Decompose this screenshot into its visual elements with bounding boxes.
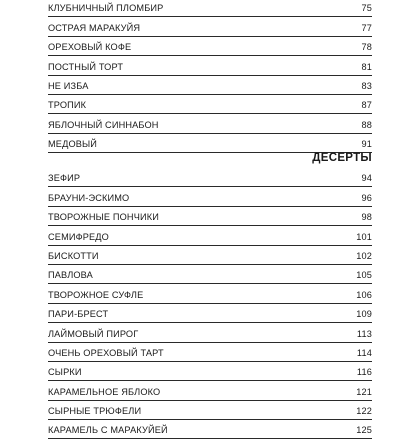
toc-entry-page-number: 81 xyxy=(361,61,372,72)
toc-entry[interactable] xyxy=(48,187,372,206)
toc-entry-page-number: 105 xyxy=(356,270,372,281)
toc-entry-title: НЕ ИЗБА xyxy=(48,80,89,91)
toc-entry-page-number: 83 xyxy=(361,80,372,91)
toc-entry-page-number: 113 xyxy=(356,328,372,339)
toc-entry-title: МЕДОВЫЙ xyxy=(48,139,98,150)
toc-entry-title: БРАУНИ-ЭСКИМО xyxy=(48,192,130,203)
toc-entry[interactable] xyxy=(48,76,372,95)
toc-entry[interactable] xyxy=(48,168,372,187)
toc-entry-title: СЫРКИ xyxy=(48,367,82,378)
toc-entry[interactable] xyxy=(48,304,372,323)
toc-entry-page-number: 106 xyxy=(356,289,372,300)
toc-entry-page-number: 91 xyxy=(361,139,372,150)
toc-entry-page-number: 75 xyxy=(361,3,372,14)
toc-entry[interactable] xyxy=(48,284,372,303)
toc-entry-page-number: 125 xyxy=(356,425,372,436)
toc-entry-page-number: 98 xyxy=(361,212,372,223)
toc-entry[interactable] xyxy=(48,381,372,400)
toc-entry-page-number: 87 xyxy=(361,100,372,111)
toc-entry-title: ТВОРОЖНЫЕ ПОНЧИКИ xyxy=(48,212,160,223)
toc-entry[interactable] xyxy=(48,226,372,245)
section-title: ДЕСЕРТЫ xyxy=(312,152,372,164)
toc-entry[interactable] xyxy=(48,95,372,114)
toc-entry-page-number: 109 xyxy=(356,309,372,320)
toc-entry-page-number: 122 xyxy=(356,406,372,417)
toc-entry[interactable] xyxy=(48,246,372,265)
toc-entry[interactable] xyxy=(48,114,372,133)
toc-entry-title: БИСКОТТИ xyxy=(48,250,99,261)
toc-entry[interactable] xyxy=(48,323,372,342)
toc-entry-page-number: 78 xyxy=(361,42,372,53)
toc-entry-title: ОРЕХОВЫЙ КОФЕ xyxy=(48,42,132,53)
toc-entry[interactable] xyxy=(48,265,372,284)
toc-entry[interactable] xyxy=(48,134,372,153)
toc-entry-title: СЕМИФРЕДО xyxy=(48,231,109,242)
toc-entry[interactable] xyxy=(48,56,372,75)
toc-entry[interactable] xyxy=(48,207,372,226)
toc-entry-title: СЫРНЫЕ ТРЮФЕЛИ xyxy=(48,406,142,417)
toc-entry[interactable] xyxy=(48,420,372,439)
toc-entry-title: ТВОРОЖНОЕ СУФЛЕ xyxy=(48,289,144,300)
toc-entry-title: ПАРИ-БРЕСТ xyxy=(48,309,109,320)
toc-entry-page-number: 116 xyxy=(356,367,372,378)
toc-entry-title: ОЧЕНЬ ОРЕХОВЫЙ ТАРТ xyxy=(48,347,164,358)
toc-entry[interactable] xyxy=(48,401,372,420)
toc-entry-title: ПАВЛОВА xyxy=(48,270,93,281)
toc-entry-title: ОСТРАЯ МАРАКУЙЯ xyxy=(48,22,141,33)
toc-entry-page-number: 94 xyxy=(361,173,372,184)
toc-entry-page-number: 114 xyxy=(356,347,372,358)
toc-entry-page-number: 96 xyxy=(361,192,372,203)
toc-entry-title: КАРАМЕЛЬ С МАРАКУЙЕЙ xyxy=(48,425,168,436)
toc-entry[interactable] xyxy=(48,362,372,381)
toc-entry-title: ЛАЙМОВЫЙ ПИРОГ xyxy=(48,328,139,339)
toc-entry[interactable] xyxy=(48,343,372,362)
toc-entry-page-number: 101 xyxy=(356,231,372,242)
toc-entry[interactable] xyxy=(48,37,372,56)
toc-entry-title: ЗЕФИР xyxy=(48,173,81,184)
toc-entry-page-number: 88 xyxy=(361,119,372,130)
toc-entry-title: ТРОПИК xyxy=(48,100,87,111)
toc-entry-title: КЛУБНИЧНЫЙ ПЛОМБИР xyxy=(48,3,164,14)
toc-entry[interactable] xyxy=(48,0,372,17)
toc-entry-page-number: 77 xyxy=(361,22,372,33)
toc-entry-page-number: 121 xyxy=(356,386,372,397)
toc-list-desserts xyxy=(48,168,372,439)
toc-entry-title: ЯБЛОЧНЫЙ СИННАБОН xyxy=(48,119,159,130)
toc-entry[interactable] xyxy=(48,17,372,36)
toc-list-top xyxy=(48,0,372,153)
toc-entry-page-number: 102 xyxy=(356,250,372,261)
toc-entry-title: ПОСТНЫЙ ТОРТ xyxy=(48,61,124,72)
toc-entry-title: КАРАМЕЛЬНОЕ ЯБЛОКО xyxy=(48,386,161,397)
